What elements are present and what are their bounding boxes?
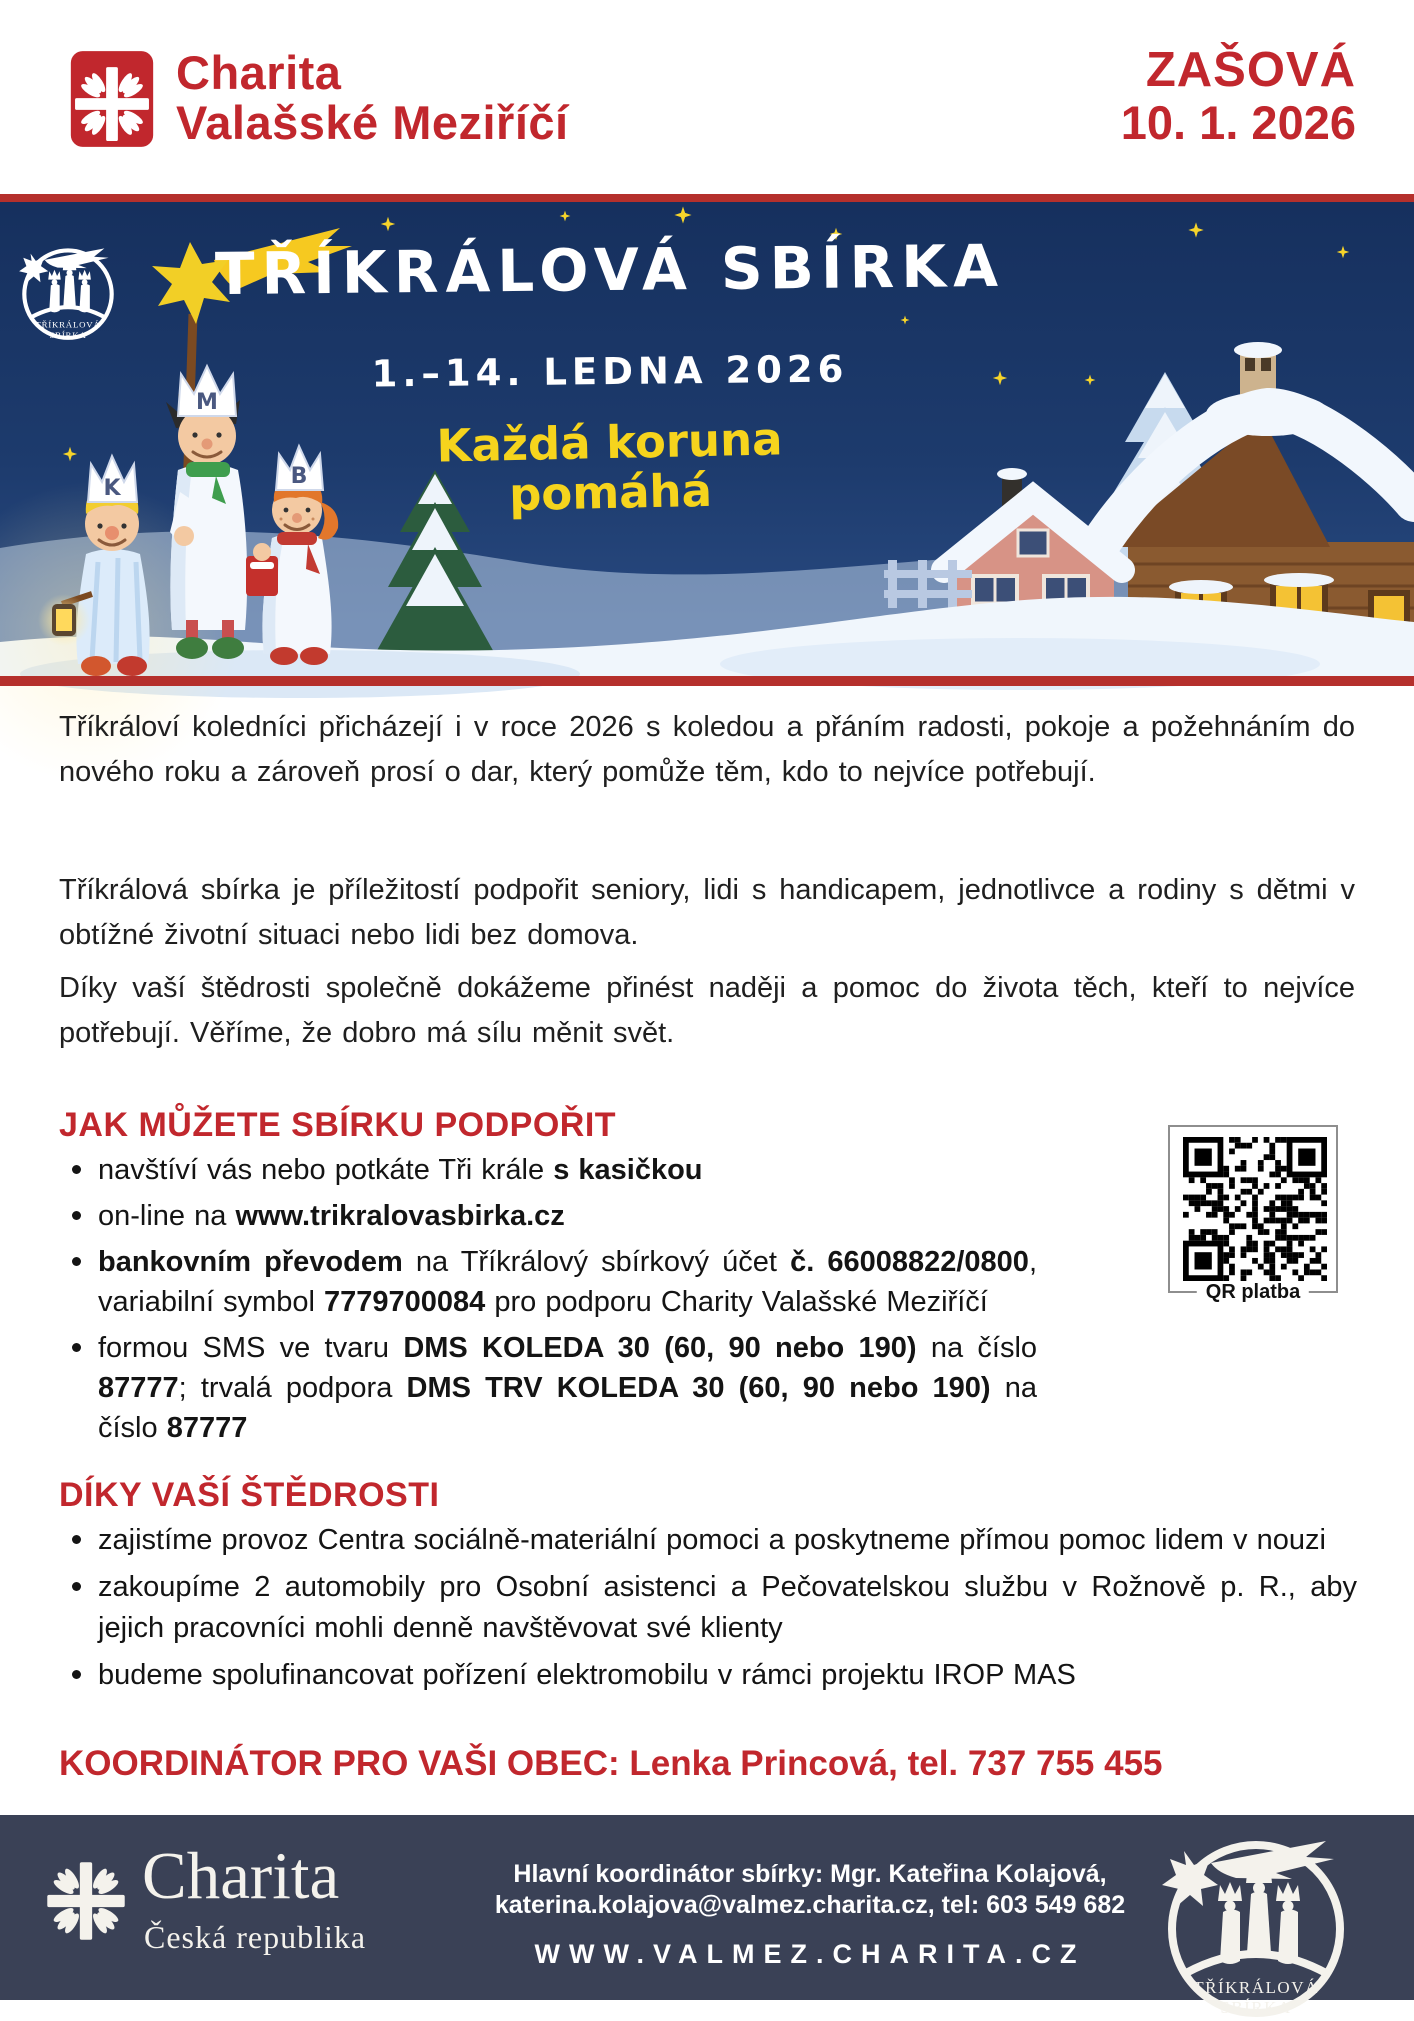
support-b4-text1: formou SMS ve tvaru <box>98 1332 404 1364</box>
tagline-line2: pomáhá <box>508 463 713 522</box>
footer-charita-wordmark: Charita <box>142 1839 340 1913</box>
list-item: zakoupíme 2 automobily pro Osobní asistenci a Pečovatelskou službu v Rožnově p. R., aby jejich pracovníci mohli denně navštěvovat své klienty <box>59 1567 1357 1649</box>
banner-title: TŘÍKRÁLOVÁ SBÍRKA <box>214 231 1006 309</box>
list-item <box>59 1150 1037 1190</box>
gratitude-list <box>59 1520 1357 1702</box>
list-item <box>59 1196 1037 1236</box>
support-b2-url: www.trikralovasbirka.cz <box>235 1200 565 1232</box>
banner-tagline <box>329 412 891 524</box>
support-b4-dms1: DMS KOLEDA 30 (60, 90 nebo 190) <box>403 1332 917 1364</box>
footer-contact-line2: katerina.kolajova@valmez.charita.cz, tel: 603 549 682 <box>494 1891 1126 1919</box>
intro-paragraph-3: Díky vaší štědrosti společně dokážeme přinést naději a pomoc do života těch, kteří to nejvíce potřebují. Věříme, že dobro má sílu měnit svět. <box>59 972 1355 1049</box>
list-item <box>59 1328 1037 1448</box>
support-b4-text3: ; trvalá podpora <box>178 1372 407 1404</box>
support-list <box>59 1150 1037 1454</box>
charita-logo-icon <box>70 50 154 148</box>
support-b2-text: on-line na <box>98 1200 236 1232</box>
support-b3-text2: , variabilní symbol <box>98 1246 1038 1318</box>
list-item: budeme spolufinancovat pořízení elektromobilu v rámci projektu IROP MAS <box>59 1655 1357 1696</box>
ts-logo-text1: TŘÍKRÁLOVÁ <box>1193 1978 1319 1997</box>
lantern-icon <box>38 594 90 646</box>
footer-contact <box>470 1859 1150 1921</box>
ts-logo-text2: SBÍRKA <box>49 329 87 340</box>
support-b3-account: č. 66008822/0800 <box>790 1246 1029 1278</box>
support-b3-text1: na Tříkrálový sbírkový účet <box>402 1246 791 1278</box>
brand-name <box>176 48 569 148</box>
campaign-banner <box>0 202 1414 676</box>
support-b3-text3: pro podporu Charity Valašské Meziříčí <box>485 1286 988 1318</box>
list-item: zajistíme provoz Centra sociálně-materiální pomoci a poskytneme přímou pomoc lidem v nouzi <box>59 1520 1357 1561</box>
ts-logo-text2: SBÍRKA <box>1220 1998 1292 2017</box>
support-b3-symbol: 7779700084 <box>324 1286 486 1318</box>
brand-line1: Charita <box>176 46 342 99</box>
trikralova-sbirka-logo-footer <box>1156 1821 1356 2021</box>
qr-label: QR platba <box>1197 1281 1309 1304</box>
crown-letter-m: M <box>196 390 218 415</box>
red-divider-top <box>0 194 1414 202</box>
intro-paragraph-2: Tříkrálová sbírka je příležitostí podpořit seniory, lidi s handicapem, jednotlivce a rodiny s dětmi v obtížné životní situaci nebo lidi bez domova. <box>59 874 1355 951</box>
support-b4-dms2: DMS TRV KOLEDA 30 (60, 90 nebo 190) <box>406 1372 991 1404</box>
footer-charita-country: Česká republika <box>144 1919 367 1955</box>
support-b4-number1: 87777 <box>98 1372 179 1404</box>
kid-m <box>166 366 247 659</box>
support-b4-text4: na číslo <box>98 1372 1037 1444</box>
tagline-line1: Každá koruna <box>435 412 783 473</box>
qr-code <box>1183 1137 1327 1281</box>
comet-star-icon <box>1162 1851 1218 1906</box>
charita-cross-icon <box>42 1857 130 1945</box>
support-heading: JAK MŮŽETE SBÍRKU PODPOŘIT <box>59 1106 617 1144</box>
event-place-date <box>1121 44 1356 149</box>
footer-website: WWW.VALMEZ.CHARITA.CZ <box>534 1939 1086 1969</box>
event-date: 10. 1. 2026 <box>1120 96 1356 149</box>
support-b4-text2: na číslo <box>916 1332 1038 1364</box>
crown-letter-b: B <box>290 464 308 489</box>
red-divider-bottom <box>0 676 1414 686</box>
coordinator-line: KOORDINÁTOR PRO VAŠI OBEC: Lenka Princová, tel. 737 755 455 <box>59 1744 1163 1783</box>
qr-payment-box <box>1168 1125 1338 1303</box>
support-b1-text: navštíví vás nebo potkáte Tři krále <box>98 1154 554 1186</box>
support-b4-number2: 87777 <box>166 1412 248 1444</box>
footer <box>0 1815 1414 2017</box>
crown-letter-k: K <box>103 476 121 501</box>
support-b1-bold: s kasičkou <box>553 1154 703 1186</box>
intro-paragraph-1: Tříkráloví koledníci přicházejí i v roce 2026 s koledou a přáním radosti, pokoje a požehnáním do nového roku a zároveň prosí o dar, který pomůže těm, kdo to nejvíce potřebují. <box>59 711 1355 788</box>
brand-line2: Valašské Meziříčí <box>176 96 569 149</box>
gratitude-heading: DÍKY VAŠÍ ŠTĚDROSTI <box>59 1476 440 1514</box>
footer-contact-line1: Hlavní koordinátor sbírky: Mgr. Kateřina Kolajová, <box>513 1860 1107 1888</box>
support-b3-bold1: bankovním převodem <box>98 1246 403 1278</box>
banner-dates: 1.–14. LEDNA 2026 <box>371 347 849 396</box>
list-item <box>59 1242 1037 1322</box>
location-title: ZAŠOVÁ <box>1145 43 1356 97</box>
ts-logo-text1: TŘÍKRÁLOVÁ <box>35 319 101 330</box>
